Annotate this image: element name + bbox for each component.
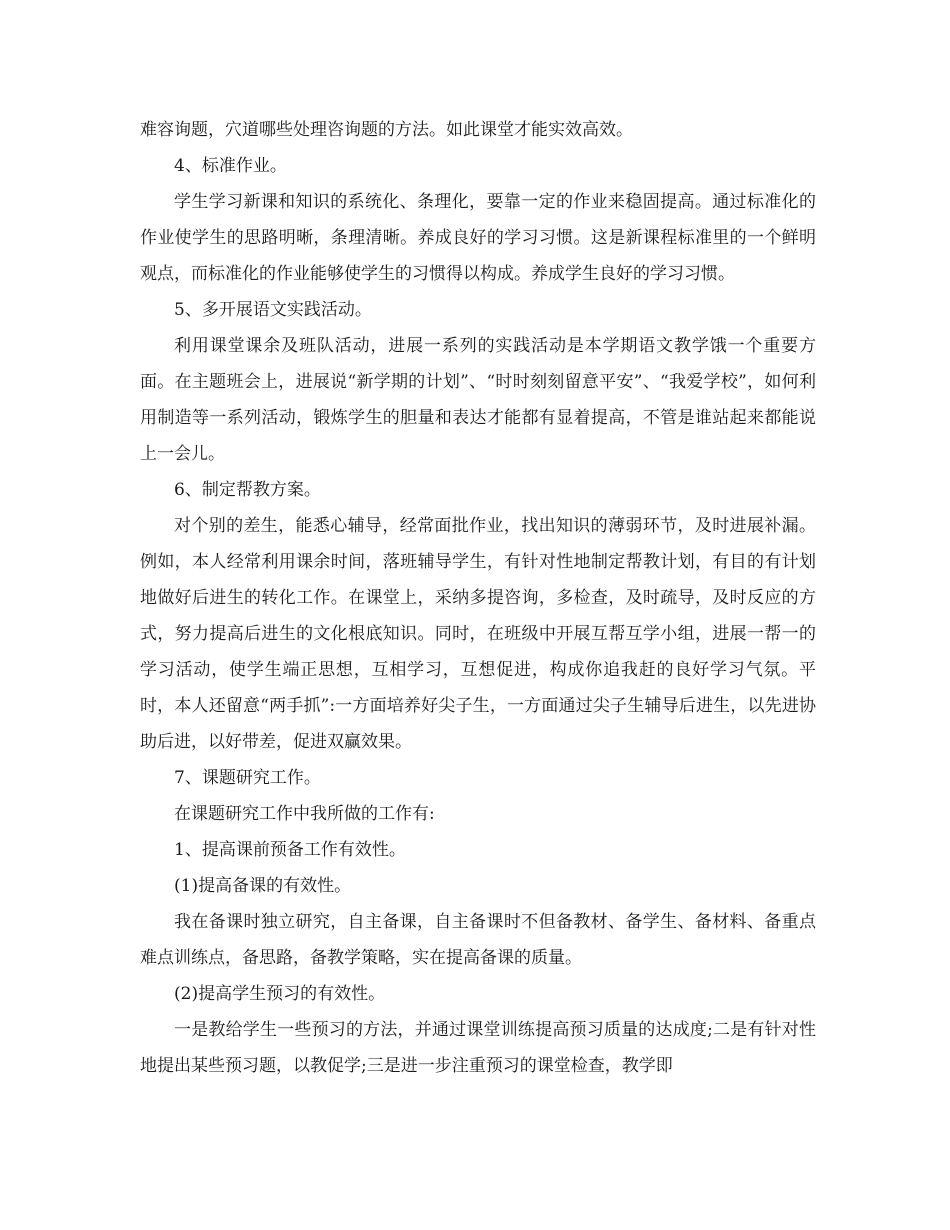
heading-tutoring-plan: 6、制定帮教方案。 [174,480,321,500]
heading-practice-activities: 5、多开展语文实践活动。 [174,300,372,320]
paragraph-research-intro: 在课题研究工作中我所做的工作有: [174,804,435,824]
paragraph-standard-homework: 学生学习新课和知识的系统化、条理化，要靠一定的作业来稳固提高。通过标准化的作业使学生的思路明晰，条理清晰。养成良好的学习习惯。这是新课程标准里的一个鲜明观点，而标准化的作业能够使学生的习惯得以构成。养成学生良好的学习习惯。 [140,192,816,284]
heading-standard-homework: 4、标准作业。 [174,156,287,176]
paragraph-student-preview: 一是教给学生一些预习的方法，并通过课堂训练提高预习质量的达成度;二是有针对性地提出某些预习题，以教促学;三是进一步注重预习的课堂检查，教学即 [140,1020,816,1076]
subheading-student-preview: (2)提高学生预习的有效性。 [174,984,386,1004]
subheading-lesson-prep: (1)提高备课的有效性。 [174,876,352,896]
paragraph-lesson-prep: 我在备课时独立研究，自主备课，自主备课时不但备教材、备学生、备材料、备重点难点训练点，备思路，备教学策略，实在提高备课的质量。 [140,912,816,968]
document-body [140,112,816,1084]
paragraph-practice-activities: 利用课堂课余及班队活动，进展一系列的实践活动是本学期语文教学饿一个重要方面。在主题班会上，进展说“新学期的计划”、“时时刻刻留意平安”、“我爱学校”，如何利用制造等一系列活动，锻炼学生的胆量和表达才能都有显着提高，不管是谁站起来都能说上一会儿。 [140,336,816,464]
heading-preparation-effectiveness: 1、提高课前预备工作有效性。 [174,840,406,860]
paragraph-tutoring-plan: 对个别的差生，能悉心辅导，经常面批作业，找出知识的薄弱环节，及时进展补漏。例如，本人经常利用课余时间，落班辅导学生，有针对性地制定帮教计划，有目的有计划地做好后进生的转化工作。在课堂上，采纳多提咨询，多检查，及时疏导，及时反应的方式，努力提高后进生的文化根底知识。同时，在班级中开展互帮互学小组，进展一帮一的学习活动，使学生端正思想，互相学习，互想促进，构成你追我赶的良好学习气氛。平时，本人还留意“两手抓”:一方面培养好尖子生，一方面通过尖子生辅导后进生，以先进协助后进，以好带差，促进双赢效果。 [140,516,816,752]
paragraph-continuation: 难容询题，穴道哪些处理咨询题的方法。如此课堂才能实效高效。 [140,120,633,140]
heading-research-work: 7、课题研究工作。 [174,768,321,788]
